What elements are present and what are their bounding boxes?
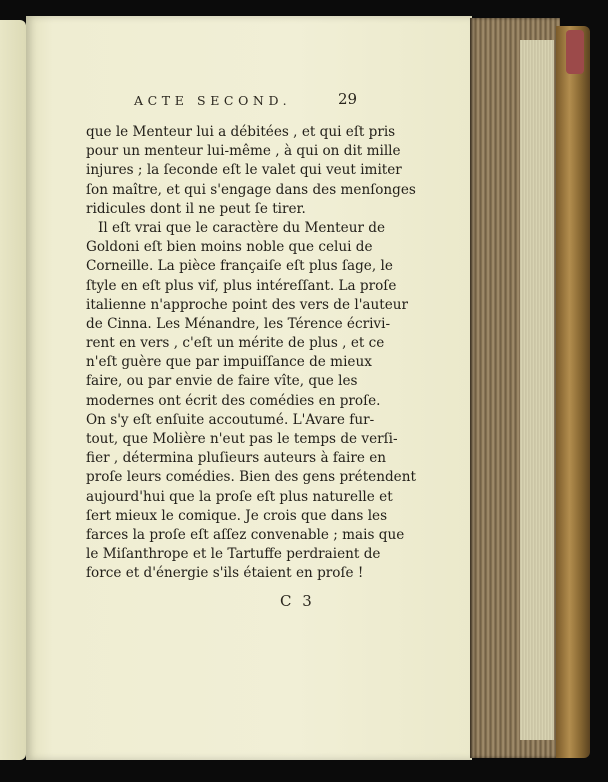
running-title: ACTE SECOND. — [134, 93, 292, 108]
text-line: italienne n'approche point des vers de l'auteur — [86, 296, 409, 313]
text-line: tout, que Molière n'eut pas le temps de verſi- — [86, 431, 398, 447]
text-line: modernes ont écrit des comédies en proſe. — [86, 392, 381, 409]
text-line: que le Menteur lui a débitées , et qui eſt pris — [86, 124, 396, 140]
text-line: injures ; la ſeconde eſt le valet qui veut imiter — [86, 162, 402, 179]
book-cover — [556, 26, 590, 758]
text-line: Corneille. La pièce françaiſe eſt plus ſage, le — [86, 258, 393, 275]
text-line: fier , détermina pluſieurs auteurs à faire en — [86, 450, 387, 467]
page-number: 29 — [338, 90, 358, 108]
text-line: force et d'énergie s'ils étaient en proſe ! — [86, 565, 364, 582]
text-line: de Cinna. Les Ménandre, les Térence écrivi- — [86, 315, 391, 332]
text-line: ſtyle en eſt plus vif, plus intéreſſant. La proſe — [86, 277, 397, 294]
text-line: ridicules dont il ne peut ſe tirer. — [86, 200, 306, 217]
text-line: ſert mieux le comique. Je crois que dans les — [86, 507, 388, 524]
left-page-edge — [0, 20, 26, 760]
text-line: farces la proſe eſt aſſez convenable ; mais que — [86, 526, 405, 543]
text-line: n'eſt guère que par impuiſſance de mieux — [86, 354, 372, 371]
cover-ornament — [566, 30, 584, 74]
text-line: faire, ou par envie de faire vîte, que les — [86, 373, 358, 390]
body-text — [86, 123, 416, 584]
signature-mark: C 3 — [280, 592, 315, 610]
text-line: le Miſanthrope et le Tartuffe perdraient de — [86, 546, 381, 563]
text-line: On s'y eſt enſuite accoutumé. L'Avare fur- — [86, 411, 375, 428]
text-line: rent en vers , c'eſt un mérite de plus , et ce — [86, 335, 385, 352]
text-line: proſe leurs comédies. Bien des gens prétendent — [86, 469, 416, 486]
text-line: pour un menteur lui-même , à qui on dit mille — [86, 143, 401, 160]
page-edges-light — [520, 40, 554, 740]
text-line: ſon maître, et qui s'engage dans des menſonges — [86, 181, 416, 198]
text-line: aujourd'hui que la proſe eſt plus naturelle et — [86, 488, 393, 505]
text-line: Goldoni eſt bien moins noble que celui de — [86, 239, 373, 256]
text-line: Il eſt vrai que le caractère du Menteur de — [98, 219, 386, 236]
